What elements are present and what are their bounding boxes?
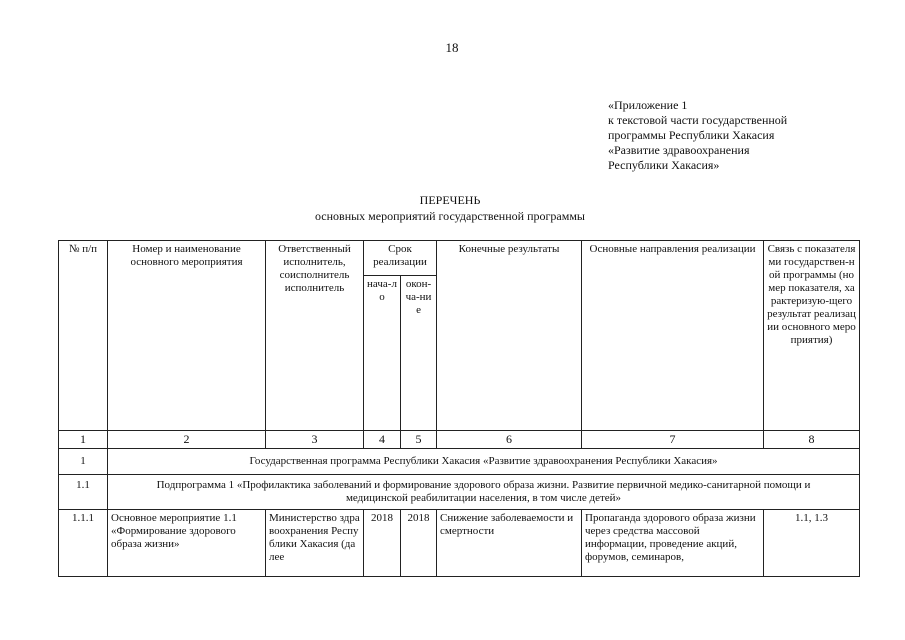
column-numbers-row xyxy=(59,431,860,449)
document-title xyxy=(250,192,650,224)
appendix-line: «Развитие здравоохранения xyxy=(608,143,750,157)
header-directions: Основные направления реализации xyxy=(582,241,764,431)
column-number: 2 xyxy=(108,431,266,449)
header-num: № п/п xyxy=(59,241,108,431)
column-number: 1 xyxy=(59,431,108,449)
header-results: Конечные результаты xyxy=(437,241,582,431)
title-line-1: ПЕРЕЧЕНЬ xyxy=(419,193,481,207)
header-executor: Ответственный исполнитель, соисполнитель исполнитель xyxy=(266,241,364,431)
header-start: нача-ло xyxy=(364,276,401,431)
header-row xyxy=(59,241,860,276)
column-number: 6 xyxy=(437,431,582,449)
column-number: 3 xyxy=(266,431,364,449)
column-number: 4 xyxy=(364,431,401,449)
program-row xyxy=(59,449,860,475)
column-number: 8 xyxy=(764,431,860,449)
measure-results: Снижение заболеваемости и смертности xyxy=(437,510,582,577)
appendix-line: к текстовой части государственной xyxy=(608,113,788,127)
program-title: Государственная программа Республики Хакасия «Развитие здравоохранения Республики Хакасия» xyxy=(108,449,860,475)
appendix-line: программы Республики Хакасия xyxy=(608,128,775,142)
subprogram-row xyxy=(59,475,860,510)
measure-name: Основное мероприятие 1.1 «Формирование здорового образа жизни» xyxy=(108,510,266,577)
row-num: 1.1 xyxy=(59,475,108,510)
row-num: 1 xyxy=(59,449,108,475)
row-num: 1.1.1 xyxy=(59,510,108,577)
appendix-line: «Приложение 1 xyxy=(608,98,688,112)
column-number: 7 xyxy=(582,431,764,449)
measure-start: 2018 xyxy=(364,510,401,577)
measure-directions: Пропаганда здорового образа жизни через средства массовой информации, проведение акций, форумов, семинаров, xyxy=(582,510,764,577)
header-period: Срок реализации xyxy=(364,241,437,276)
measure-executor: Министерство здравоохранения Республики Хакасия (далее xyxy=(266,510,364,577)
measure-row xyxy=(59,510,860,577)
subprogram-title: Подпрограмма 1 «Профилактика заболеваний и формирование здорового образа жизни. Развитие первичной медико-санитарной помощи и медицинской реабилитации населения, в том числе детей» xyxy=(108,475,860,510)
appendix-line: Республики Хакасия» xyxy=(608,158,720,172)
title-line-2: основных мероприятий государственной программы xyxy=(314,209,585,223)
appendix-note xyxy=(608,98,888,173)
header-indicators: Связь с показателями государствен-ной программы (номер показателя, характеризую-щего результат реализации основного мероприятия) xyxy=(764,241,860,431)
column-number: 5 xyxy=(401,431,437,449)
header-end: окон-ча-ние xyxy=(401,276,437,431)
page-number: 18 xyxy=(445,40,459,55)
measure-end: 2018 xyxy=(401,510,437,577)
measure-indicators: 1.1, 1.3 xyxy=(764,510,860,577)
header-measure-name: Номер и наименование основного мероприятия xyxy=(108,241,266,431)
measures-table xyxy=(58,240,860,577)
